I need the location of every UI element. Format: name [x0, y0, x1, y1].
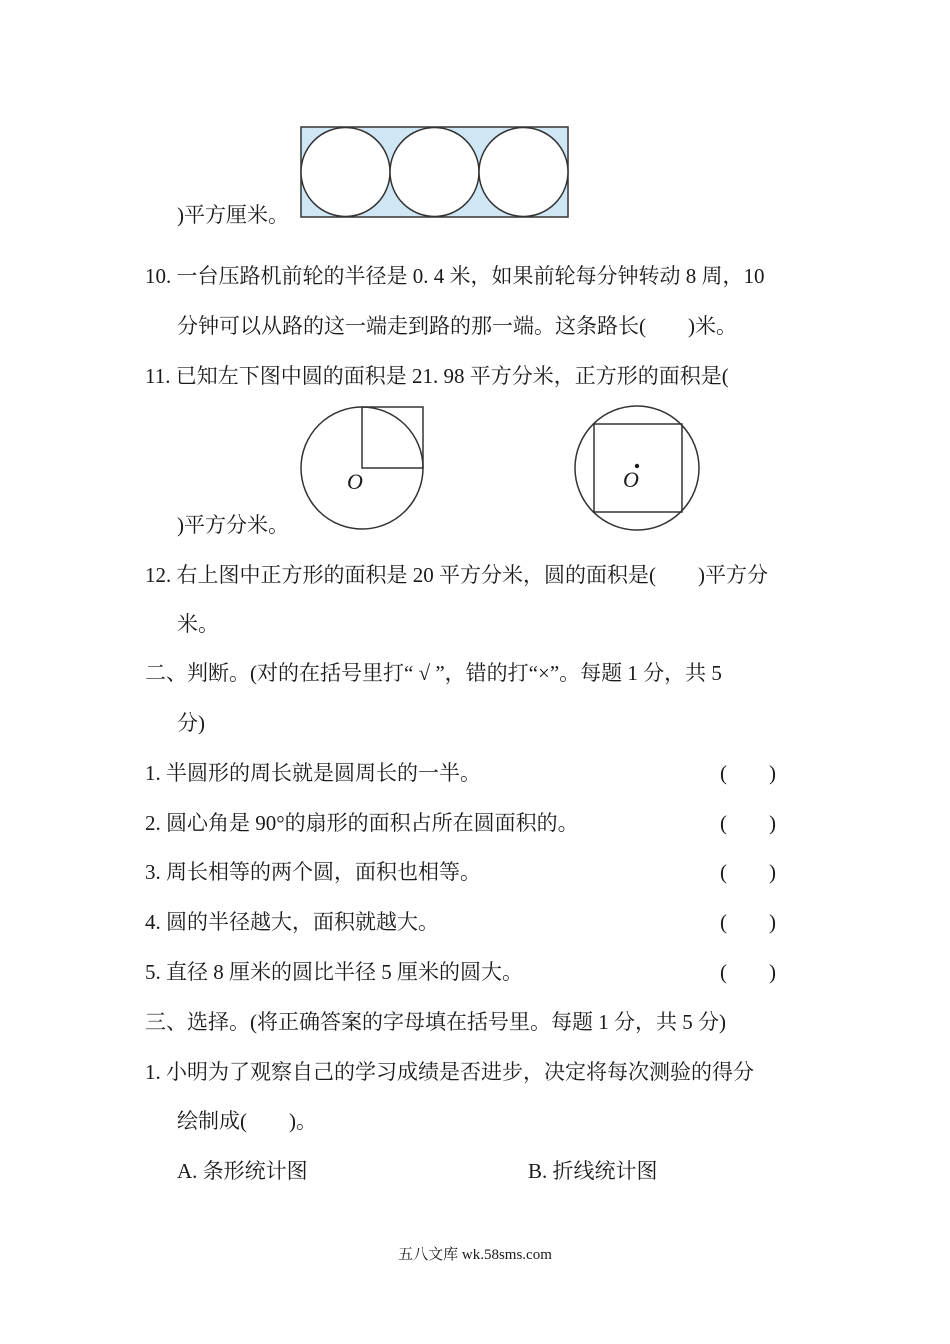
q10-line1: 10. 一台压路机前轮的半径是 0. 4 米，如果前轮每分钟转动 8 周，10 — [145, 264, 765, 288]
q10-line2: 分钟可以从路的这一端走到路的那一端。这条路长( )米。 — [177, 314, 737, 338]
judge-item-3: 3. 周长相等的两个圆，面积也相等。 — [145, 860, 481, 884]
choice-q1-line1: 1. 小明为了观察自己的学习成绩是否进步，决定将每次测验的得分 — [145, 1060, 754, 1084]
judge-answer-1[interactable]: ( ) — [720, 761, 776, 785]
circle-quarter-square-figure — [299, 404, 429, 534]
center-label-left: O — [347, 469, 363, 494]
circle-2 — [390, 128, 479, 217]
choice-q1-line2: 绘制成( )。 — [177, 1109, 317, 1133]
center-label-right: O — [623, 467, 639, 492]
quarter-square — [362, 407, 423, 468]
judge-answer-4[interactable]: ( ) — [720, 910, 776, 934]
section2-heading-line2: 分) — [177, 711, 205, 735]
choice-option-b[interactable]: B. 折线统计图 — [528, 1159, 658, 1183]
judge-item-4: 4. 圆的半径越大，面积就越大。 — [145, 910, 439, 934]
circle-1 — [301, 128, 390, 217]
q11-line1: 11. 已知左下图中圆的面积是 21. 98 平方分米，正方形的面积是( — [145, 364, 729, 388]
footer-watermark: 五八文库 wk.58sms.com — [398, 1247, 552, 1263]
section3-heading: 三、选择。(将正确答案的字母填在括号里。每题 1 分，共 5 分) — [145, 1010, 726, 1034]
q12-line2: 米。 — [177, 612, 219, 636]
circle-inscribed-square-figure — [574, 403, 704, 533]
q12-line1: 12. 右上图中正方形的面积是 20 平方分米，圆的面积是( )平方分 — [145, 563, 768, 587]
judge-item-2: 2. 圆心角是 90°的扇形的面积占所在圆面积的。 — [145, 811, 579, 835]
three-circles-figure — [300, 126, 570, 221]
judge-item-1: 1. 半圆形的周长就是圆周长的一半。 — [145, 761, 481, 785]
choice-option-a[interactable]: A. 条形统计图 — [177, 1159, 308, 1183]
judge-answer-2[interactable]: ( ) — [720, 811, 776, 835]
section2-heading-line1: 二、判断。(对的在括号里打“ √ ”，错的打“×”。每题 1 分，共 5 — [145, 661, 722, 685]
judge-answer-3[interactable]: ( ) — [720, 860, 776, 884]
judge-answer-5[interactable]: ( ) — [720, 960, 776, 984]
q9-tail: )平方厘米。 — [177, 203, 289, 227]
circle-3 — [479, 128, 568, 217]
q11-tail: )平方分米。 — [177, 513, 289, 537]
judge-item-5: 5. 直径 8 厘米的圆比半径 5 厘米的圆大。 — [145, 960, 523, 984]
